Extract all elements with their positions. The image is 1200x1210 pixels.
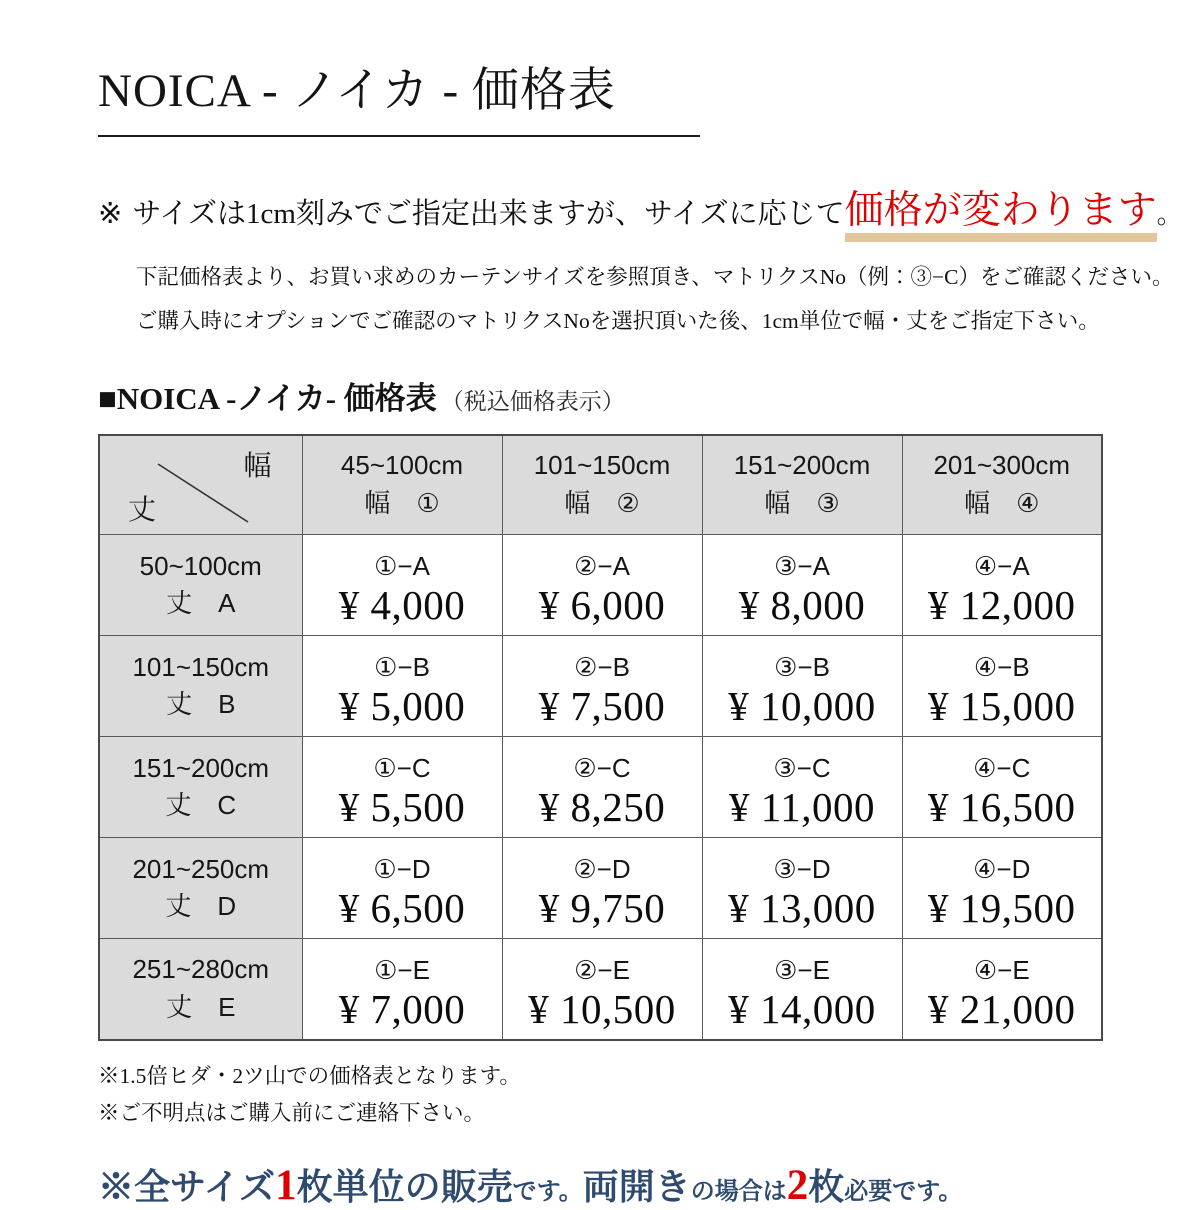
price-value: ¥ 7,000 (338, 986, 466, 1033)
row-header-B (99, 636, 302, 737)
price-cell-4-B (902, 636, 1102, 737)
row-range: 201~250cm (132, 853, 270, 884)
row-label: 丈 B (166, 689, 236, 720)
footnote-pleats: ※1.5倍ヒダ・2ツ山での価格表となります。 (98, 1063, 521, 1088)
table-row-A (99, 535, 1102, 636)
price-cell-3-C (702, 737, 902, 838)
matrix-no: ③−C (773, 753, 831, 784)
column-header-1 (302, 435, 502, 535)
matrix-no: ②−E (574, 954, 630, 985)
matrix-no: ④−C (973, 753, 1031, 784)
price-value: ¥ 6,500 (338, 885, 466, 932)
row-header-A (99, 535, 302, 636)
matrix-no: ③−A (774, 551, 830, 582)
row-label: 丈 D (165, 891, 237, 922)
column-label: 幅 ② (564, 488, 640, 519)
price-value: ¥ 19,500 (928, 885, 1076, 932)
sales-unit-note (98, 1159, 1200, 1210)
row-range: 151~200cm (132, 752, 270, 783)
table-heading-sub: （税込価格表示） (440, 388, 625, 414)
corner-width-label: 幅 (243, 449, 272, 481)
price-cell-2-C (502, 737, 702, 838)
column-header-3 (702, 435, 902, 535)
table-row-C (99, 737, 1102, 838)
footnote-contact: ※ご不明点はご購入前にご連絡下さい。 (98, 1101, 486, 1126)
size-notice (98, 179, 1200, 235)
price-value: ¥ 14,000 (728, 986, 876, 1033)
matrix-no: ③−B (774, 652, 830, 683)
instruction-line-1: 下記価格表より、お買い求めのカーテンサイズを参照頂き、マトリクスNo（例：③−C）をご確認ください。 (136, 264, 1174, 289)
price-value: ¥ 21,000 (928, 986, 1076, 1033)
notice-highlight-text: 価格が変わります (845, 189, 1157, 242)
row-range: 251~280cm (132, 954, 270, 985)
table-heading-main: ■NOICA -ノイカ- 価格表 (98, 380, 437, 416)
price-value: ¥ 8,000 (738, 582, 866, 629)
row-label: 丈 C (165, 790, 237, 821)
notice-lead-text: サイズは1cm刻みでご指定出来ますが、サイズに応じて (132, 197, 845, 230)
price-value: ¥ 13,000 (728, 885, 876, 932)
corner-height-label: 丈 (128, 494, 157, 526)
price-value: ¥ 7,500 (538, 683, 666, 730)
price-value: ¥ 11,000 (729, 784, 875, 831)
table-row-E (99, 939, 1102, 1040)
footnotes (98, 1058, 1200, 1133)
matrix-no: ①−A (374, 551, 430, 582)
matrix-no: ④−A (973, 551, 1030, 582)
matrix-no: ②−A (574, 551, 630, 582)
table-row-B (99, 636, 1102, 737)
matrix-no: ③−D (773, 854, 831, 885)
matrix-no: ②−C (573, 753, 631, 784)
row-header-E (99, 939, 302, 1040)
row-label: 丈 E (166, 992, 236, 1023)
price-value: ¥ 5,500 (338, 784, 466, 831)
price-cell-4-C (902, 737, 1102, 838)
note-seg-two: 2 (786, 1162, 809, 1210)
matrix-no: ①−E (374, 954, 430, 985)
price-cell-4-E (902, 939, 1102, 1040)
price-cell-4-A (902, 535, 1102, 636)
matrix-no: ④−D (973, 854, 1031, 885)
table-header-row (99, 435, 1102, 535)
note-seg-in-case: の場合は (690, 1179, 787, 1206)
table-row-D (99, 838, 1102, 939)
column-range: 101~150cm (533, 450, 671, 481)
matrix-no: ④−B (973, 652, 1030, 683)
column-label: 幅 ④ (964, 488, 1040, 519)
note-seg-desu-1: です。 (512, 1179, 583, 1206)
price-cell-1-D (302, 838, 502, 939)
instructions (136, 255, 1200, 343)
price-value: ¥ 4,000 (338, 582, 466, 629)
column-range: 151~200cm (733, 450, 871, 481)
matrix-no: ①−C (373, 753, 431, 784)
price-value: ¥ 5,000 (338, 683, 466, 730)
matrix-no: ②−D (573, 854, 631, 885)
price-value: ¥ 10,500 (528, 986, 676, 1033)
note-seg-all-sizes: ※全サイズ (98, 1167, 276, 1208)
price-cell-2-E (502, 939, 702, 1040)
note-seg-per-piece: 枚単位の販売 (296, 1167, 513, 1208)
matrix-no: ②−B (574, 652, 630, 683)
row-header-C (99, 737, 302, 838)
price-cell-3-D (702, 838, 902, 939)
price-value: ¥ 8,250 (538, 784, 666, 831)
column-range: 201~300cm (933, 450, 1071, 481)
note-seg-double-open: 両開き (582, 1167, 691, 1208)
note-seg-required: 必要です。 (844, 1179, 963, 1206)
price-matrix-table (98, 434, 1103, 1041)
column-label: 幅 ① (364, 488, 440, 519)
price-cell-3-A (702, 535, 902, 636)
matrix-no: ①−D (373, 854, 431, 885)
note-seg-pieces: 枚 (808, 1167, 845, 1208)
notice-tail-text: 。 (1156, 199, 1183, 229)
price-cell-1-C (302, 737, 502, 838)
row-header-D (99, 838, 302, 939)
table-section-heading (98, 373, 1200, 418)
row-label: 丈 A (166, 588, 236, 619)
price-cell-2-B (502, 636, 702, 737)
column-label: 幅 ③ (764, 488, 840, 519)
title-underline (98, 135, 700, 137)
page-title: NOICA - ノイカ - 価格表 (98, 65, 616, 117)
price-cell-3-E (702, 939, 902, 1040)
row-range: 50~100cm (139, 550, 262, 581)
notice-marker: ※ (98, 197, 123, 230)
matrix-no: ①−B (374, 652, 430, 683)
matrix-no: ④−E (973, 954, 1030, 985)
instruction-line-2: ご購入時にオプションでご確認のマトリクスNoを選択頂いた後、1cm単位で幅・丈をご指定下さい。 (136, 308, 1100, 333)
price-value: ¥ 15,000 (928, 683, 1076, 730)
price-value: ¥ 6,000 (538, 582, 666, 629)
price-cell-1-A (302, 535, 502, 636)
price-value: ¥ 12,000 (928, 582, 1076, 629)
price-cell-4-D (902, 838, 1102, 939)
column-header-4 (902, 435, 1102, 535)
column-header-2 (502, 435, 702, 535)
price-cell-1-E (302, 939, 502, 1040)
price-cell-2-D (502, 838, 702, 939)
price-value: ¥ 9,750 (538, 885, 666, 932)
row-range: 101~150cm (132, 651, 270, 682)
price-cell-1-B (302, 636, 502, 737)
price-cell-3-B (702, 636, 902, 737)
price-cell-2-A (502, 535, 702, 636)
price-value: ¥ 16,500 (928, 784, 1076, 831)
corner-cell (99, 435, 302, 535)
matrix-no: ③−E (774, 954, 830, 985)
price-value: ¥ 10,000 (728, 683, 876, 730)
column-range: 45~100cm (340, 450, 464, 481)
note-seg-one: 1 (275, 1162, 297, 1210)
